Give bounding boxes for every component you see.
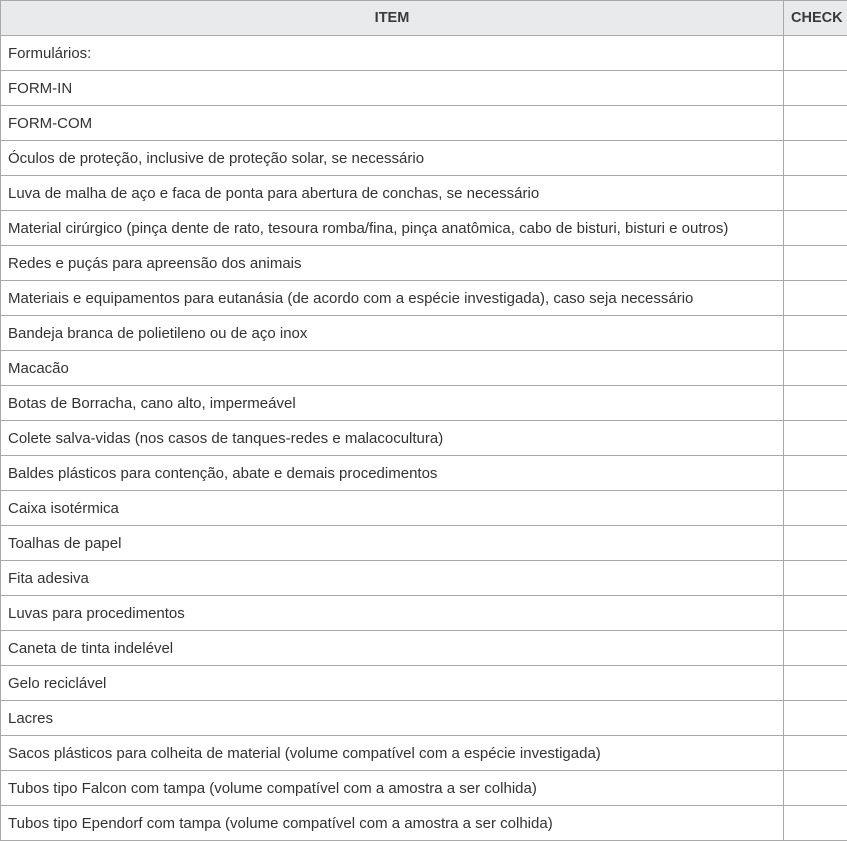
item-cell: Macacão bbox=[1, 351, 784, 386]
item-cell: Formulários: bbox=[1, 36, 784, 71]
item-cell: FORM-COM bbox=[1, 106, 784, 141]
item-cell: Tubos tipo Ependorf com tampa (volume compatível com a amostra a ser colhida) bbox=[1, 806, 784, 841]
table-row bbox=[1, 281, 847, 316]
check-cell[interactable] bbox=[784, 806, 847, 841]
table-row bbox=[1, 176, 847, 211]
item-cell: Lacres bbox=[1, 701, 784, 736]
check-cell[interactable] bbox=[784, 106, 847, 141]
check-cell[interactable] bbox=[784, 211, 847, 246]
header-row bbox=[1, 1, 847, 36]
check-cell[interactable] bbox=[784, 351, 847, 386]
check-cell[interactable] bbox=[784, 771, 847, 806]
check-cell[interactable] bbox=[784, 596, 847, 631]
table-row bbox=[1, 71, 847, 106]
table-row bbox=[1, 106, 847, 141]
item-cell: Luvas para procedimentos bbox=[1, 596, 784, 631]
table-row bbox=[1, 701, 847, 736]
item-cell: Redes e puçás para apreensão dos animais bbox=[1, 246, 784, 281]
item-cell: Caixa isotérmica bbox=[1, 491, 784, 526]
table-row bbox=[1, 806, 847, 841]
check-cell[interactable] bbox=[784, 71, 847, 106]
item-cell: Colete salva-vidas (nos casos de tanques-redes e malacocultura) bbox=[1, 421, 784, 456]
item-cell: FORM-IN bbox=[1, 71, 784, 106]
table-row bbox=[1, 666, 847, 701]
item-cell: Baldes plásticos para contenção, abate e demais procedimentos bbox=[1, 456, 784, 491]
check-cell[interactable] bbox=[784, 176, 847, 211]
table-row bbox=[1, 246, 847, 281]
column-header-check: CHECK bbox=[784, 1, 847, 36]
check-cell[interactable] bbox=[784, 631, 847, 666]
check-cell[interactable] bbox=[784, 736, 847, 771]
table-row bbox=[1, 561, 847, 596]
check-cell[interactable] bbox=[784, 561, 847, 596]
table-row bbox=[1, 736, 847, 771]
item-cell: Caneta de tinta indelével bbox=[1, 631, 784, 666]
check-cell[interactable] bbox=[784, 666, 847, 701]
table-row bbox=[1, 596, 847, 631]
item-cell: Tubos tipo Falcon com tampa (volume compatível com a amostra a ser colhida) bbox=[1, 771, 784, 806]
check-cell[interactable] bbox=[784, 491, 847, 526]
table-row bbox=[1, 386, 847, 421]
table-row bbox=[1, 491, 847, 526]
item-cell: Sacos plásticos para colheita de material (volume compatível com a espécie investigada) bbox=[1, 736, 784, 771]
column-header-item: ITEM bbox=[1, 1, 784, 36]
item-cell: Gelo reciclável bbox=[1, 666, 784, 701]
check-cell[interactable] bbox=[784, 386, 847, 421]
table-row bbox=[1, 316, 847, 351]
check-cell[interactable] bbox=[784, 281, 847, 316]
item-cell: Materiais e equipamentos para eutanásia (de acordo com a espécie investigada), caso seja necessário bbox=[1, 281, 784, 316]
item-cell: Botas de Borracha, cano alto, impermeável bbox=[1, 386, 784, 421]
table-row bbox=[1, 141, 847, 176]
item-cell: Toalhas de papel bbox=[1, 526, 784, 561]
check-cell[interactable] bbox=[784, 246, 847, 281]
table-row bbox=[1, 211, 847, 246]
check-cell[interactable] bbox=[784, 526, 847, 561]
table-row bbox=[1, 771, 847, 806]
check-cell[interactable] bbox=[784, 421, 847, 456]
check-cell[interactable] bbox=[784, 36, 847, 71]
table-row bbox=[1, 526, 847, 561]
table-row bbox=[1, 351, 847, 386]
table-row bbox=[1, 631, 847, 666]
check-cell[interactable] bbox=[784, 316, 847, 351]
table-body bbox=[1, 36, 847, 841]
check-cell[interactable] bbox=[784, 701, 847, 736]
check-cell[interactable] bbox=[784, 141, 847, 176]
item-cell: Fita adesiva bbox=[1, 561, 784, 596]
table-header bbox=[1, 1, 847, 36]
item-cell: Óculos de proteção, inclusive de proteção solar, se necessário bbox=[1, 141, 784, 176]
check-cell[interactable] bbox=[784, 456, 847, 491]
item-cell: Luva de malha de aço e faca de ponta para abertura de conchas, se necessário bbox=[1, 176, 784, 211]
table-row bbox=[1, 456, 847, 491]
table-row bbox=[1, 421, 847, 456]
item-cell: Material cirúrgico (pinça dente de rato, tesoura romba/fina, pinça anatômica, cabo de bisturi, bisturi e outros) bbox=[1, 211, 784, 246]
table-row bbox=[1, 36, 847, 71]
item-cell: Bandeja branca de polietileno ou de aço inox bbox=[1, 316, 784, 351]
